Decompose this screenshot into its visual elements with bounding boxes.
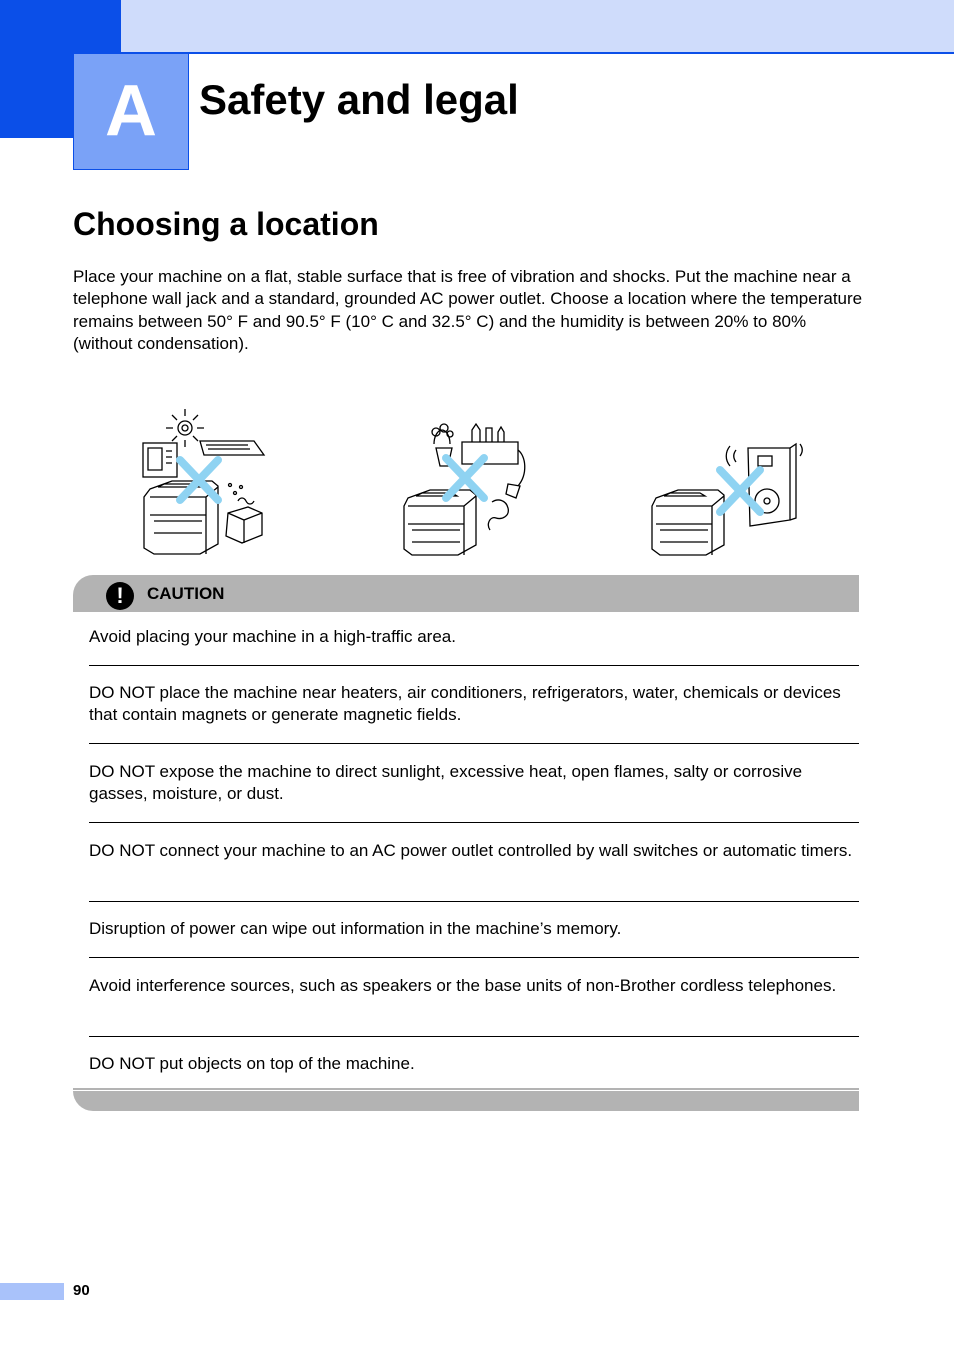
header-band (121, 0, 954, 54)
illustration-water-chemicals (400, 420, 532, 558)
caution-item: Avoid interference sources, such as speakers or the base units of non-Brother cordless telephones. (89, 976, 837, 995)
caution-item: Avoid placing your machine in a high-traffic area. (89, 627, 456, 646)
page-number: 90 (73, 1282, 90, 1299)
illustration-heat-sources (138, 405, 268, 557)
intro-paragraph: Place your machine on a flat, stable surface that is free of vibration and shocks. Put the machine near a telephone wall jack and a standard, grounded AC power outlet. Choose a location where the temperature remains between 50° F and 90.5° F (10° C and 32.5° C) and the humidity is between 20% to 80% (without condensation). (73, 267, 863, 353)
footer-band (0, 1283, 64, 1300)
caution-exclamation-icon: ! (106, 582, 134, 610)
caution-item: DO NOT put objects on top of the machine. (89, 1054, 415, 1073)
illustration-speaker (650, 440, 805, 558)
caution-item: Disruption of power can wipe out information in the machine’s memory. (89, 919, 622, 938)
caution-item: DO NOT place the machine near heaters, air conditioners, refrigerators, water, chemicals or devices that contain magnets or generate magnetic fields. (89, 683, 841, 725)
caution-divider (89, 743, 859, 744)
caution-divider (89, 822, 859, 823)
caution-item: DO NOT connect your machine to an AC power outlet controlled by wall switches or automatic timers. (89, 841, 853, 860)
caution-item: DO NOT expose the machine to direct sunlight, excessive heat, open flames, salty or corrosive gasses, moisture, or dust. (89, 762, 803, 804)
caution-label: CAUTION (147, 584, 225, 603)
caution-header-bar (73, 575, 859, 612)
caution-divider (89, 901, 859, 902)
caution-footer-bar (73, 1088, 859, 1111)
caution-divider (89, 1036, 859, 1037)
caution-divider (89, 665, 859, 666)
caution-divider (89, 957, 859, 958)
chapter-title: Safety and legal (199, 76, 519, 123)
chapter-letter-tab: A (73, 53, 189, 170)
section-title: Choosing a location (73, 206, 379, 242)
